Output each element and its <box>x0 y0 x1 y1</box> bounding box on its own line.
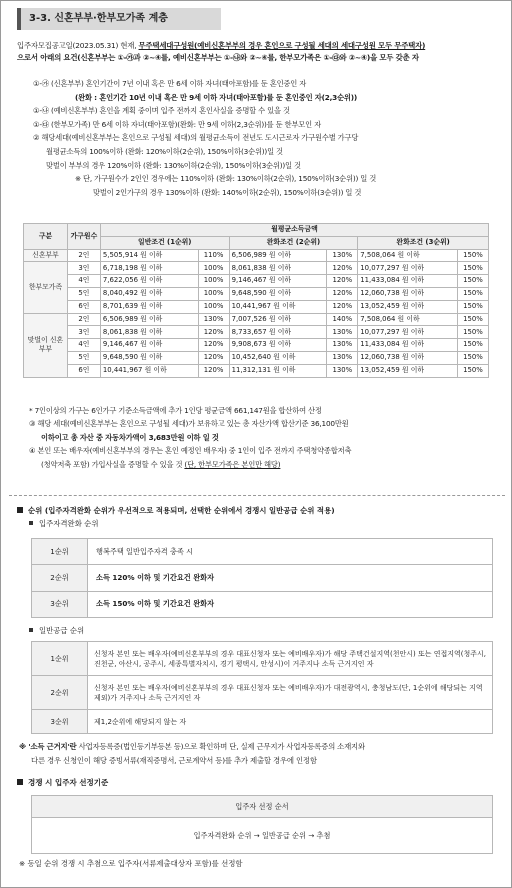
eligibility-intro <box>17 41 501 65</box>
relax2-amount-cell: 7,007,526 원 이하 <box>229 313 327 326</box>
relax3-percent-cell: 150% <box>457 364 488 377</box>
members-cell: 2인 <box>67 249 100 262</box>
relax2-amount-cell: 9,648,590 원 이하 <box>229 287 327 300</box>
basic-percent-cell: 100% <box>198 300 229 313</box>
general-priority-label: 일반공급 순위 <box>39 626 85 635</box>
income-basis-lead: ※ '소득 근거지'란 <box>19 742 77 751</box>
section-divider <box>9 495 505 496</box>
basic-amount-cell: 8,701,639 원 이하 <box>100 300 198 313</box>
relax3-percent-cell: 150% <box>457 249 488 262</box>
req-single-parent: ①-㉰ (한부모가족) 만 6세 이하 자녀(태아포함)(완화: 만 9세 이하(2,3순위))를 둔 한부모인 자 <box>33 119 321 129</box>
income-basis-note <box>19 740 503 767</box>
members-cell: 6인 <box>67 300 100 313</box>
basic-percent-cell: 130% <box>198 313 229 326</box>
relax2-percent-cell: 130% <box>327 339 358 352</box>
req-two-person: ※ 단, 가구원수가 2인인 경우에는 110%이하 (완화: 130%이하(2순위), 150%이하(3순위)) 일 것 <box>75 174 377 184</box>
relax2-percent-cell: 130% <box>327 249 358 262</box>
rank-cell: 1순위 <box>32 642 88 676</box>
relax3-amount-cell: 11,433,084 원 이하 <box>358 275 458 288</box>
group-cell: 신혼부부 <box>24 249 68 262</box>
rank-cell: 2순위 <box>32 676 88 710</box>
bullet-icon <box>29 521 33 525</box>
table-row <box>24 351 489 364</box>
req-car: 이하이고 총 자산 중 자동차가액이 3,683만원 이하 일 것 <box>41 432 219 442</box>
rank-desc: 신청자 본인 또는 배우자(예비신혼부부의 경우 대표신청자 또는 예비배우자)가 해당 주택건설지역(천안시) 또는 연접지역(청주시, 진천군, 아산시, 공주시, 세종특별자치시, 경기 평택시, 안성시)이 거주지나 소득 근거지인 자 <box>88 642 493 676</box>
relax3-percent-cell: 150% <box>457 300 488 313</box>
selection-title: 경쟁 시 입주자 선정기준 <box>28 778 109 787</box>
relax2-amount-cell: 11,312,131 원 이하 <box>229 364 327 377</box>
table-row <box>24 339 489 352</box>
relax3-amount-cell: 10,077,297 원 이하 <box>358 326 458 339</box>
members-cell: 3인 <box>67 326 100 339</box>
relax2-percent-cell: 130% <box>327 351 358 364</box>
income-table-body <box>24 249 489 377</box>
table-row <box>24 262 489 275</box>
table-row <box>24 313 489 326</box>
relax-priority-label: 입주자격완화 순위 <box>39 519 99 528</box>
relax3-amount-cell: 12,060,738 원 이하 <box>358 287 458 300</box>
basic-amount-cell: 9,648,590 원 이하 <box>100 351 198 364</box>
additional-requirements <box>29 404 501 471</box>
relax2-percent-cell: 140% <box>327 313 358 326</box>
members-cell: 6인 <box>67 364 100 377</box>
basic-percent-cell: 110% <box>198 249 229 262</box>
req-pre-newlywed: ①-㉯ (예비신혼부부) 혼인을 계획 중이며 입주 전까지 혼인사실을 증명할 수 있을 것 <box>33 106 290 116</box>
basic-amount-cell: 9,146,467 원 이하 <box>100 339 198 352</box>
col-members: 가구원수 <box>67 224 100 250</box>
lottery-note: ※ 동일 순위 경쟁 시 추첨으로 입주자(서류제출대상자 포함)를 선정함 <box>19 859 243 868</box>
members-cell: 4인 <box>67 275 100 288</box>
table-row <box>24 326 489 339</box>
members-cell: 2인 <box>67 313 100 326</box>
basic-amount-cell: 7,622,056 원 이하 <box>100 275 198 288</box>
intro-no-home: 무주택세대구성원(예비신혼부부의 경우 혼인으로 구성될 세대의 세대구성원 모두 무주택자) <box>138 41 426 50</box>
relax3-amount-cell: 12,060,738 원 이하 <box>358 351 458 364</box>
relax3-amount-cell: 13,052,459 원 이하 <box>358 300 458 313</box>
relax2-amount-cell: 9,908,673 원 이하 <box>229 339 327 352</box>
table-row <box>32 642 493 676</box>
req-newlywed-relax: (완화 : 혼인기간 10년 이내 혹은 만 9세 이하 자녀(태아포함)를 둔 혼인중인 자(2,3순위)) <box>75 92 358 102</box>
priority-title: 순위 (입주자격완화 순위가 우선적으로 적용되며, 선택한 순위에서 경쟁시 일반공급 순위 적용) <box>28 506 335 515</box>
rank-cell: 3순위 <box>32 710 88 734</box>
col-relax3: 완화조건 (3순위) <box>358 236 489 249</box>
basic-percent-cell: 120% <box>198 364 229 377</box>
col-group: 구분 <box>24 224 68 250</box>
income-table <box>23 223 489 378</box>
relax2-amount-cell: 8,061,838 원 이하 <box>229 262 327 275</box>
rank-desc: 행복주택 일반입주자격 충족 시 <box>88 539 493 565</box>
relax3-amount-cell: 13,052,459 원 이하 <box>358 364 458 377</box>
general-priority-table <box>31 641 493 734</box>
req-dual-income: 맞벌이 부부의 경우 120%이하 (완화: 130%이하(2순위), 150%이하(3순위))일 것 <box>46 160 301 170</box>
selection-table <box>31 795 493 854</box>
members-cell: 3인 <box>67 262 100 275</box>
section-title: 3-3. 신혼부부·한부모가족 계층 <box>17 8 221 30</box>
relax-priority-table <box>31 538 493 618</box>
table-row <box>32 539 493 565</box>
group-cell: 맞벌이 신혼부부 <box>24 313 68 377</box>
table-row <box>32 676 493 710</box>
relax2-amount-cell: 10,441,967 원 이하 <box>229 300 327 313</box>
basic-percent-cell: 100% <box>198 287 229 300</box>
relax3-percent-cell: 150% <box>457 275 488 288</box>
col-monthly-income: 월평균소득금액 <box>100 224 488 237</box>
basic-amount-cell: 10,441,967 원 이하 <box>100 364 198 377</box>
table-row <box>32 710 493 734</box>
req-income-limit: 월평균소득의 100%이하 (완화: 120%이하(2순위), 150%이하(3순위))일 것 <box>46 146 283 156</box>
basic-amount-cell: 6,506,989 원 이하 <box>100 313 198 326</box>
rank-desc: 제1,2순위에 해당되지 않는 자 <box>88 710 493 734</box>
relax3-percent-cell: 150% <box>457 262 488 275</box>
relax3-percent-cell: 150% <box>457 326 488 339</box>
income-basis-text-2: 다른 경우 신청인이 해당 증빙서류(재직증명서, 근로계약서 등)를 추가 제출할 경우에 인정함 <box>31 755 317 765</box>
table-row <box>24 275 489 288</box>
relax3-percent-cell: 150% <box>457 313 488 326</box>
relax2-amount-cell: 10,452,640 원 이하 <box>229 351 327 364</box>
requirement-list <box>25 77 501 199</box>
table-row <box>24 287 489 300</box>
square-bullet-icon <box>17 779 23 785</box>
rank-cell: 1순위 <box>32 539 88 565</box>
basic-percent-cell: 100% <box>198 275 229 288</box>
basic-percent-cell: 120% <box>198 339 229 352</box>
rank-desc: 소득 120% 이하 및 기간요건 완화자 <box>88 565 493 591</box>
selection-order: 입주자격완화 순위 → 일반공급 순위 → 추첨 <box>32 818 493 854</box>
req-newlywed: ①-㉮ (신혼부부) 혼인기간이 7년 이내 혹은 만 6세 이하 자녀(태아포함)를 둔 혼인중인 자 <box>33 79 307 88</box>
basic-percent-cell: 120% <box>198 326 229 339</box>
req-assets: ③ 해당 세대(예비신혼부부는 혼인으로 구성될 세대)가 보유하고 있는 총 자산가액 합산기준 36,100만원 <box>29 419 349 429</box>
relax3-amount-cell: 10,077,297 원 이하 <box>358 262 458 275</box>
rank-desc: 소득 150% 이하 및 기간요건 완화자 <box>88 591 493 617</box>
relax3-amount-cell: 11,433,084 원 이하 <box>358 339 458 352</box>
square-bullet-icon <box>17 507 23 513</box>
basic-amount-cell: 6,718,198 원 이하 <box>100 262 198 275</box>
basic-amount-cell: 8,061,838 원 이하 <box>100 326 198 339</box>
table-row <box>32 591 493 617</box>
selection-table-head: 입주자 선정 순서 <box>32 796 493 818</box>
relax2-amount-cell: 6,506,989 원 이하 <box>229 249 327 262</box>
table-row <box>24 249 489 262</box>
relax2-percent-cell: 120% <box>327 287 358 300</box>
relax2-percent-cell: 120% <box>327 275 358 288</box>
income-basis-text: 사업자등록증(법인등기부등본 등)으로 확인하며 단, 실제 근무지가 사업자등록증의 소재지와 <box>76 742 365 751</box>
members-cell: 5인 <box>67 351 100 364</box>
selection-heading <box>17 778 108 788</box>
relax2-percent-cell: 120% <box>327 262 358 275</box>
rank-cell: 2순위 <box>32 565 88 591</box>
bullet-icon <box>29 628 33 632</box>
relax3-amount-cell: 7,508,064 원 이하 <box>358 249 458 262</box>
basic-amount-cell: 5,505,914 원 이하 <box>100 249 198 262</box>
req-income: ② 해당세대(예비신혼부부는 혼인으로 구성될 세대)의 월평균소득이 전년도 도시근로자 가구원수별 가구당 <box>33 133 359 143</box>
req-savings-single-parent: (단, 한부모가족은 본인만 해당) <box>184 459 281 469</box>
req-savings: ④ 본인 또는 배우자(예비신혼부부의 경우는 혼인 예정인 배우자) 중 1인이 입주 전까지 주택청약종합저축 <box>29 446 352 456</box>
general-priority-heading <box>17 626 84 636</box>
relax2-percent-cell: 130% <box>327 364 358 377</box>
members-cell: 4인 <box>67 339 100 352</box>
req-savings-proof: (청약저축 포함) 가입사실을 증명할 수 있을 것 <box>41 459 185 469</box>
members-cell: 5인 <box>67 287 100 300</box>
col-basic: 일반조건 (1순위) <box>100 236 229 249</box>
group-cell: 한부모가족 <box>24 262 68 313</box>
basic-percent-cell: 100% <box>198 262 229 275</box>
table-row <box>32 565 493 591</box>
seven-person-note: * 7인이상의 가구는 6인가구 기준소득금액에 추가 1인당 평균금액 661,147원을 합산하여 산정 <box>29 406 322 415</box>
intro-date: 입주자모집공고일(2023.05.31) 현재, <box>17 41 139 50</box>
intro-requirements: 으로서 아래의 요건(신혼부부는 ①-㉮과 ②~④를, 예비신혼부부는 ①-㉯와 ②~④를, 한부모가족은 ①-㉰와 ②~④)을 모두 갖춘 자 <box>17 52 419 62</box>
basic-amount-cell: 8,040,492 원 이하 <box>100 287 198 300</box>
table-row <box>24 300 489 313</box>
relax3-amount-cell: 7,508,064 원 이하 <box>358 313 458 326</box>
relax2-amount-cell: 8,733,657 원 이하 <box>229 326 327 339</box>
relax3-percent-cell: 150% <box>457 287 488 300</box>
col-relax2: 완화조건 (2순위) <box>229 236 358 249</box>
rank-cell: 3순위 <box>32 591 88 617</box>
priority-section <box>17 504 501 530</box>
basic-percent-cell: 120% <box>198 351 229 364</box>
relax2-percent-cell: 120% <box>327 300 358 313</box>
table-row <box>24 364 489 377</box>
relax2-amount-cell: 9,146,467 원 이하 <box>229 275 327 288</box>
relax3-percent-cell: 150% <box>457 351 488 364</box>
rank-desc: 신청자 본인 또는 배우자(예비신혼부부의 경우 대표신청자 또는 예비배우자)가 대전광역시, 충청남도(단, 1순위에 해당되는 지역 제외)가 거주지나 소득 근거지인 자 <box>88 676 493 710</box>
relax3-percent-cell: 150% <box>457 339 488 352</box>
relax2-percent-cell: 130% <box>327 326 358 339</box>
req-dual-two-person: 맞벌이 2인가구의 경우 130%이하 (완화: 140%이하(2순위), 150%이하(3순위)) 일 것 <box>93 187 362 197</box>
